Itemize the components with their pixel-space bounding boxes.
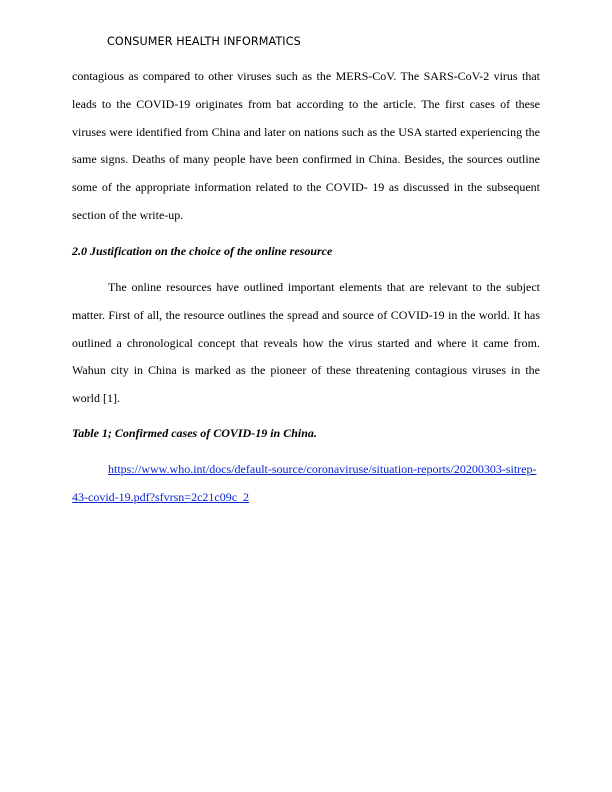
body-paragraph-1: contagious as compared to other viruses such as the MERS-CoV. The SARS-CoV-2 virus that leads to the COVID-19 originates from bat according to the article. The first cases of these viruses were identified from China and later on nations such as the USA started experiencing the same signs. Deaths of many people have been confirmed in China. Besides, the sources outline some of the appropriate information related to the COVID- 19 as discussed in the subsequent section of the write-up. [72, 69, 540, 222]
table-caption: Table 1; Confirmed cases of COVID-19 in China. [72, 426, 317, 440]
who-report-link[interactable] [72, 455, 540, 511]
section-heading: 2.0 Justification on the choice of the online resource [72, 244, 333, 258]
running-header: CONSUMER HEALTH INFORMATICS [107, 35, 301, 48]
who-report-link-text[interactable]: https://www.who.int/docs/default-source/coronaviruse/situation-reports/20200303-sitrep-43-covid-19.pdf?sfvrsn=2c21c09c_2 [72, 462, 537, 504]
body-paragraph-2: The online resources have outlined important elements that are relevant to the subject matter. First of all, the resource outlines the spread and source of COVID-19 in the world. It has outlined a chronological concept that reveals how the virus started and where it came from. Wahun city in China is marked as the pioneer of these threatening contagious viruses in the world [1]. [72, 280, 540, 406]
